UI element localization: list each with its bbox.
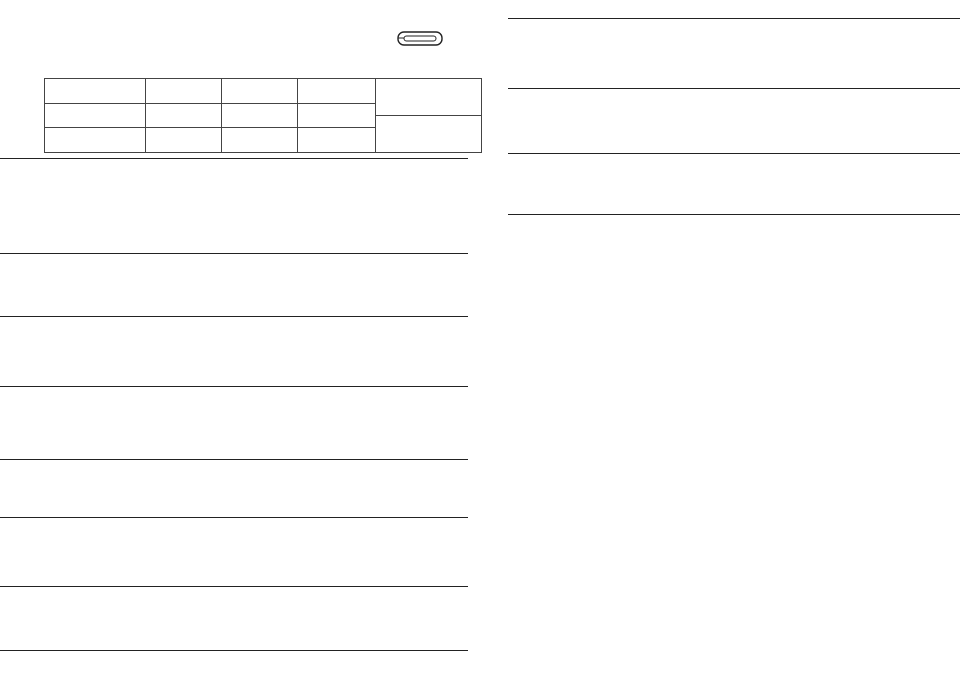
horse-separator bbox=[508, 153, 960, 154]
horse-separator bbox=[0, 316, 468, 317]
horse-separator bbox=[0, 459, 468, 460]
horse-separator bbox=[0, 586, 468, 587]
horse-separator bbox=[0, 517, 468, 518]
horse-separator bbox=[508, 18, 960, 19]
horse-separator bbox=[508, 88, 960, 89]
odds-box bbox=[44, 78, 482, 153]
horse-separator bbox=[0, 253, 468, 254]
horse-separator bbox=[508, 214, 960, 215]
track-icon bbox=[396, 30, 444, 48]
horse-separator bbox=[0, 650, 468, 651]
horse-separator bbox=[0, 386, 468, 387]
horse-separator bbox=[0, 158, 468, 159]
